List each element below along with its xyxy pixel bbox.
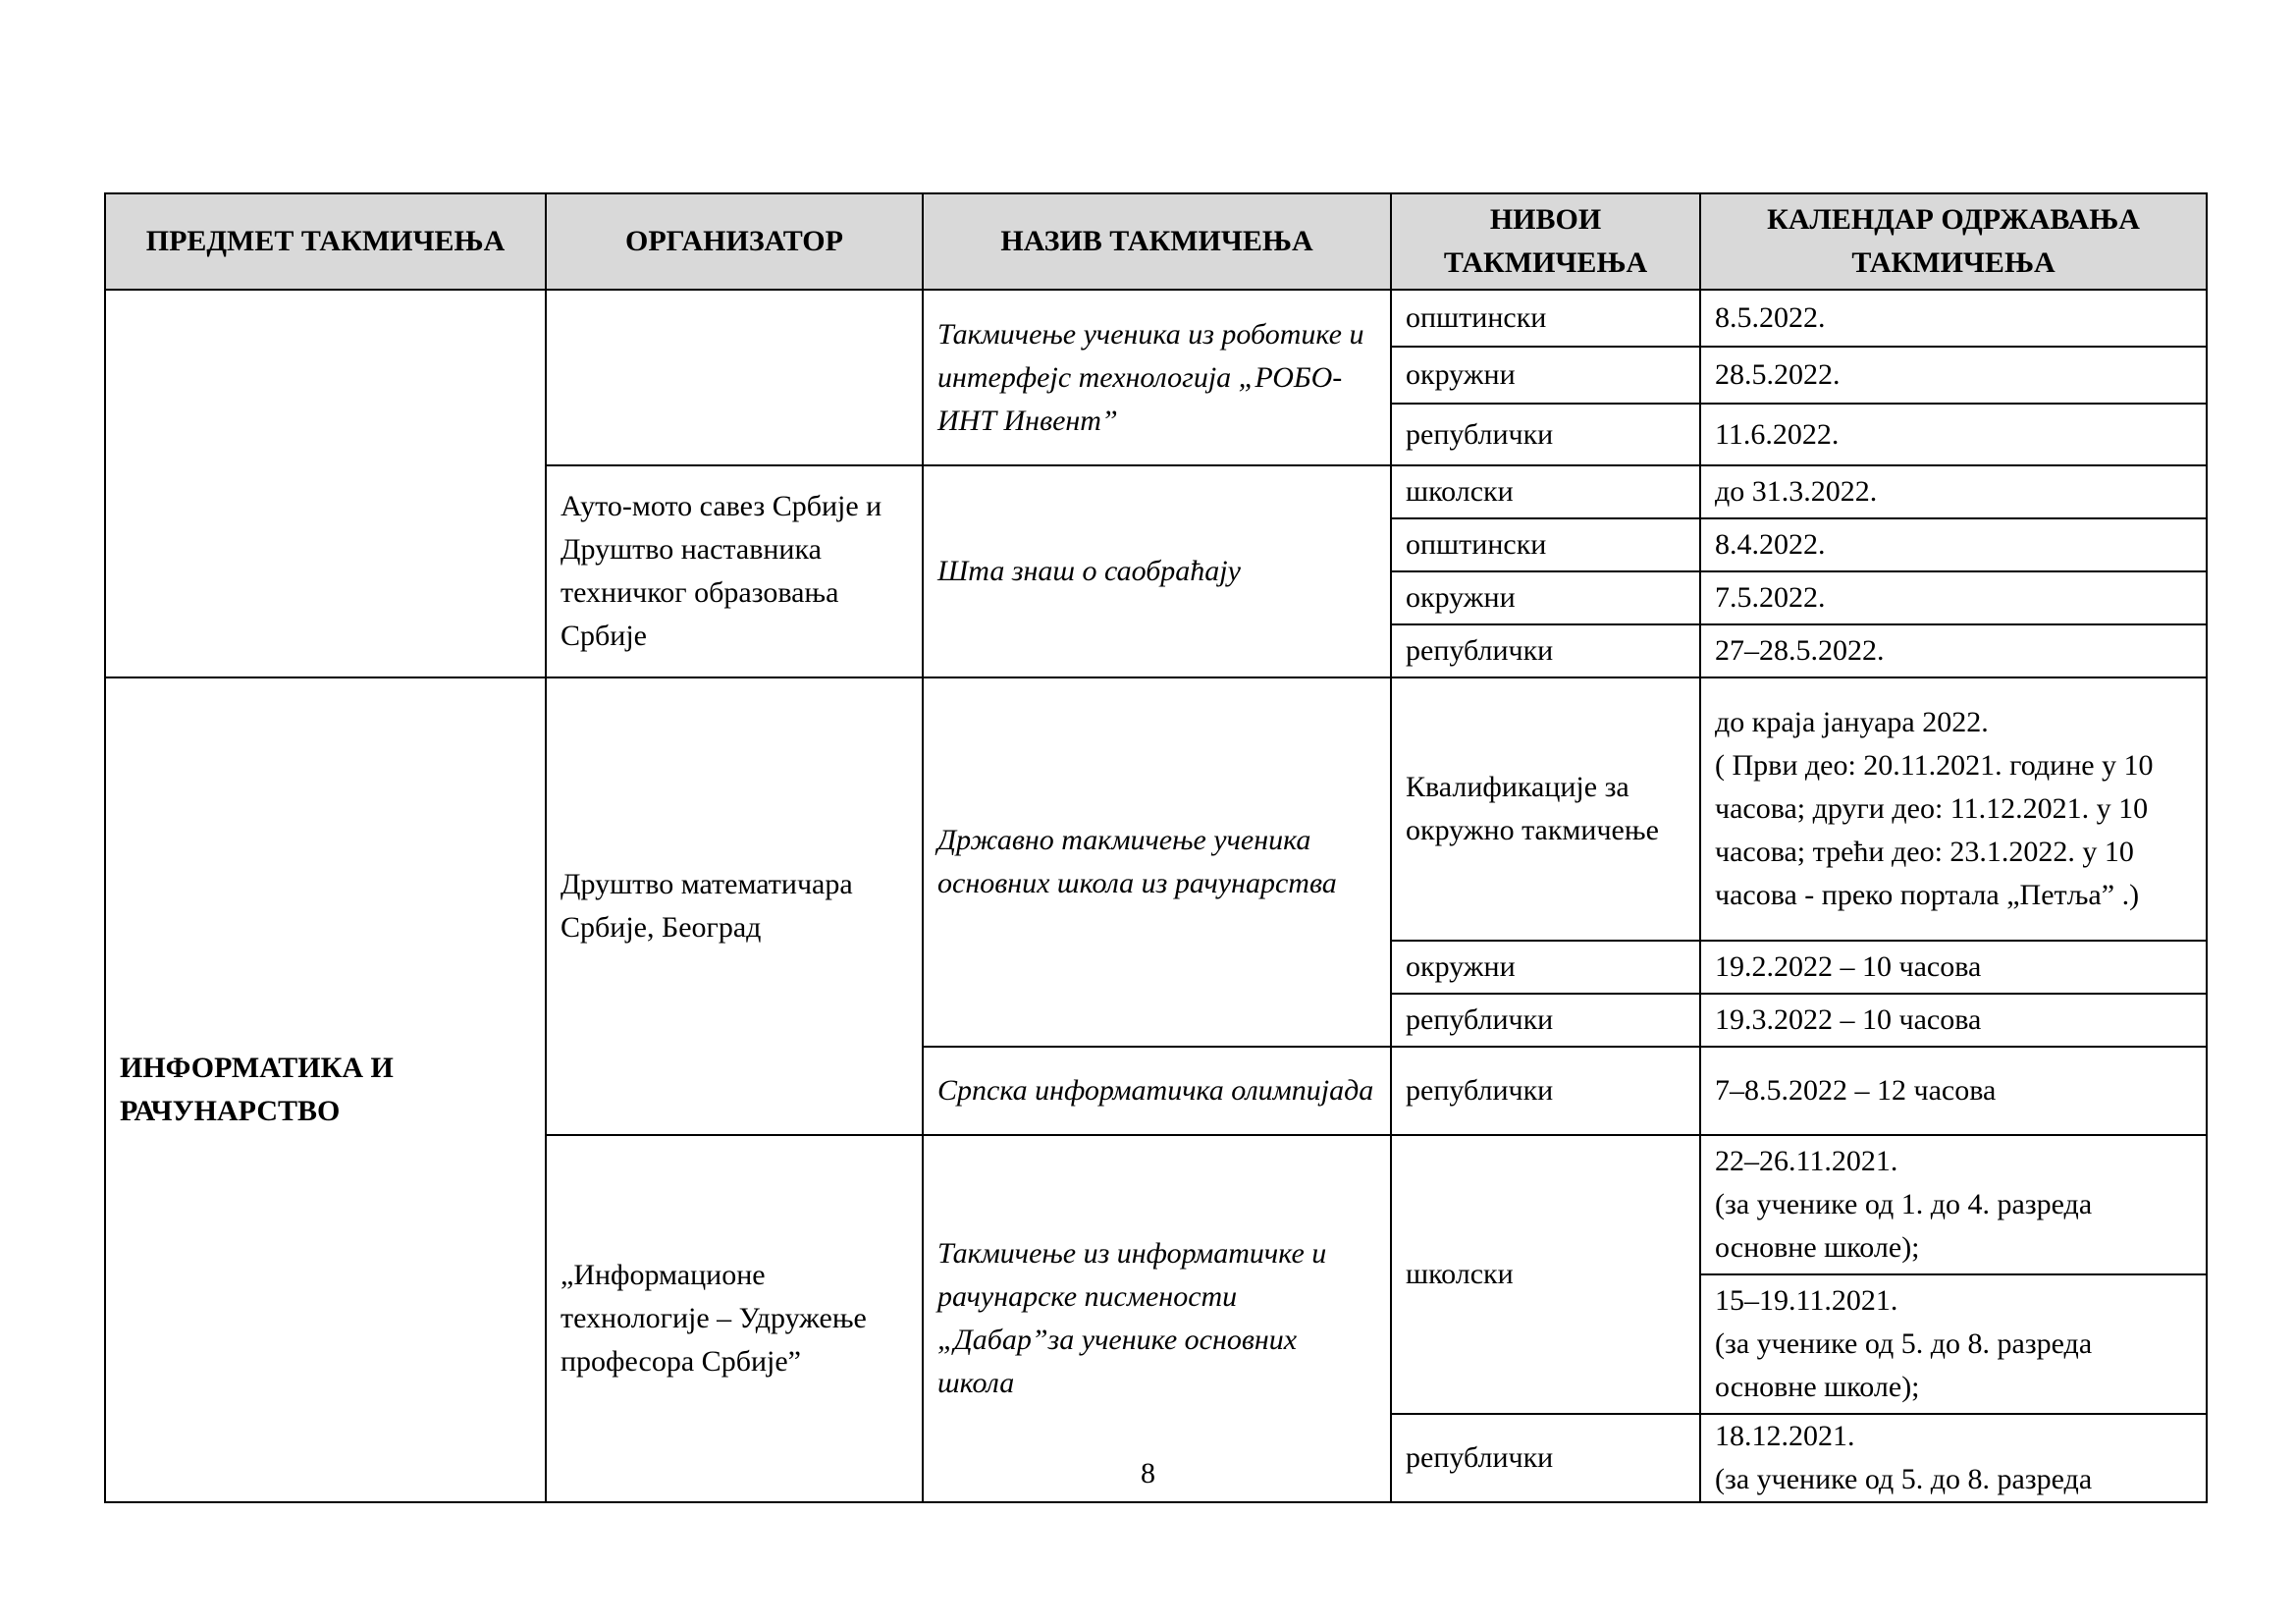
level-cell: општински [1391,518,1700,571]
competition-name: Такмичење из информатичке и рачунарске писмености „Дабар”за ученике основних школа [923,1135,1391,1502]
date-cell: 22–26.11.2021. (за ученике од 1. до 4. разреда основне школе); [1700,1135,2207,1274]
table-header-row [105,193,2207,290]
level-cell: окружни [1391,941,1700,994]
level-cell: окружни [1391,571,1700,624]
date-cell: 7–8.5.2022 – 12 часова [1700,1047,2207,1135]
competition-name: Државно такмичење ученика основних школа из рачунарства [923,677,1391,1047]
date-cell: 28.5.2022. [1700,347,2207,404]
level-cell: републички [1391,994,1700,1047]
level-cell: републички [1391,1414,1700,1502]
date-cell: 18.12.2021. (за ученике од 5. до 8. разреда [1700,1414,2207,1502]
level-cell: општински [1391,290,1700,347]
level-cell: школски [1391,465,1700,518]
date-cell: 8.4.2022. [1700,518,2207,571]
organizer-cell: „Информационе технологије – Удружење професора Србије” [546,1135,923,1502]
table-row [105,290,2207,347]
subject-cell-empty [105,290,546,677]
date-cell: 15–19.11.2021. (за ученике од 5. до 8. разреда основне школе); [1700,1274,2207,1414]
page-number: 8 [1141,1457,1155,1489]
header-calendar: КАЛЕНДАР ОДРЖАВАЊА ТАКМИЧЕЊА [1700,193,2207,290]
competition-name: Српска информатичка олимпијада [923,1047,1391,1135]
organizer-cell: Ауто-мото савез Србије и Друштво наставника техничког образовања Србије [546,465,923,677]
level-cell: републички [1391,404,1700,465]
competition-name: Такмичење ученика из роботике и интерфејс технологија „РОБО-ИНТ Инвент” [923,290,1391,465]
table-row [105,677,2207,941]
date-cell: до 31.3.2022. [1700,465,2207,518]
date-cell: 7.5.2022. [1700,571,2207,624]
level-cell: школски [1391,1135,1700,1414]
header-name: НАЗИВ ТАКМИЧЕЊА [923,193,1391,290]
level-cell: републички [1391,1047,1700,1135]
header-subject: ПРЕДМЕТ ТАКМИЧЕЊА [105,193,546,290]
date-cell: до краја јануара 2022. ( Први део: 20.11.2021. године у 10 часова; други део: 11.12.2021. у 10 часова; трећи део: 23.1.2022. у 10 часова - преко портала „Петља” .) [1700,677,2207,941]
level-cell: окружни [1391,347,1700,404]
competitions-table [104,192,2208,1503]
date-cell: 19.2.2022 – 10 часова [1700,941,2207,994]
organizer-cell: Друштво математичара Србије, Београд [546,677,923,1135]
date-cell: 19.3.2022 – 10 часова [1700,994,2207,1047]
header-levels: НИВОИ ТАКМИЧЕЊА [1391,193,1700,290]
subject-cell: ИНФОРМАТИКА И РАЧУНАРСТВО [105,677,546,1502]
level-cell: Квалификације за окружно такмичење [1391,677,1700,941]
header-organizer: ОРГАНИЗАТОР [546,193,923,290]
organizer-cell-empty [546,290,923,465]
competition-name: Шта знаш о саобраћају [923,465,1391,677]
date-cell: 11.6.2022. [1700,404,2207,465]
date-cell: 27–28.5.2022. [1700,624,2207,677]
date-cell: 8.5.2022. [1700,290,2207,347]
level-cell: републички [1391,624,1700,677]
